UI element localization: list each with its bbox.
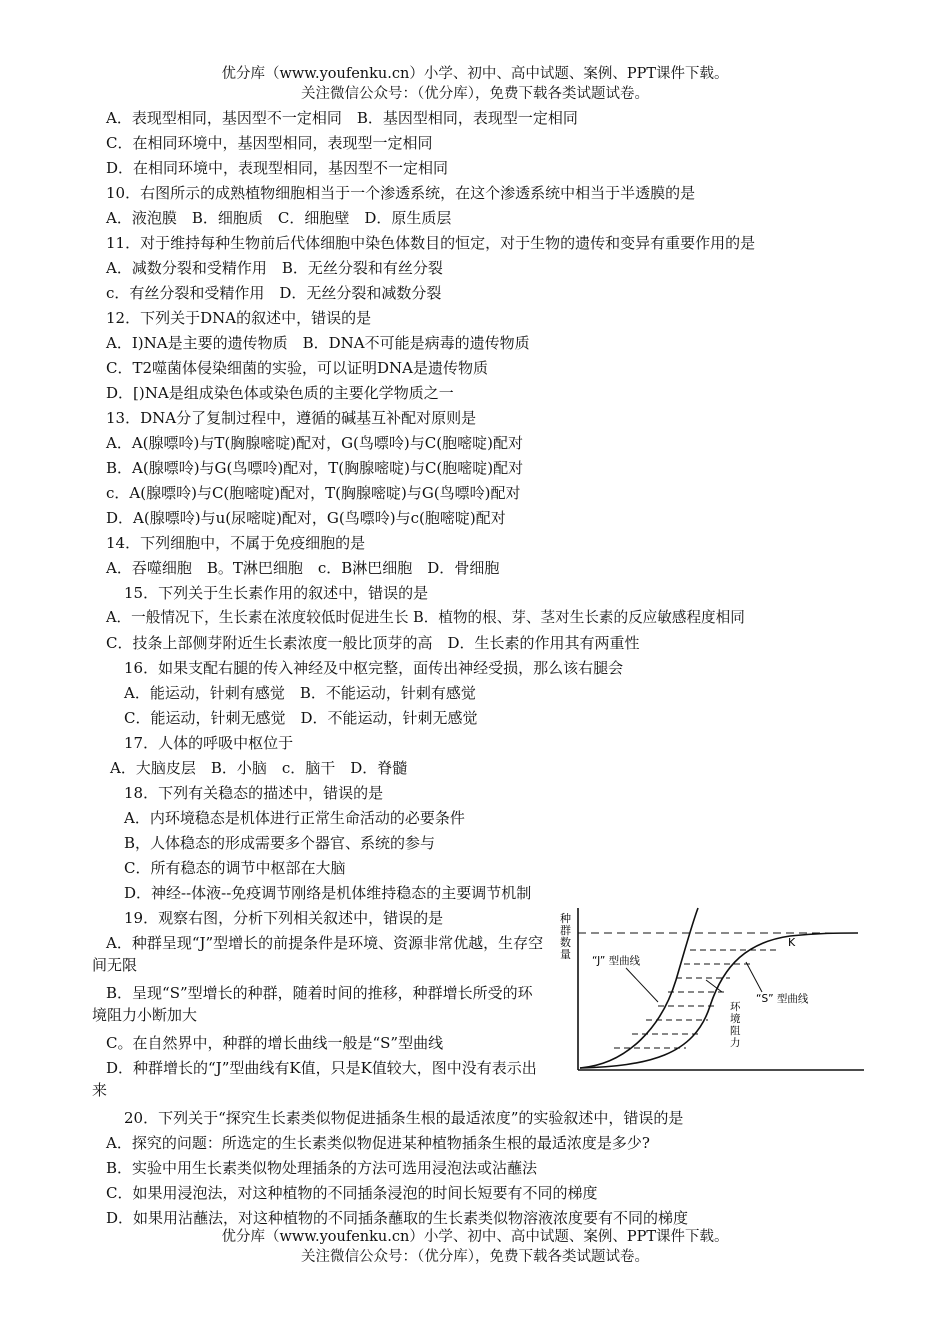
header-line-2: 关注微信公众号：（优分库），免费下载各类试题试卷。 xyxy=(301,86,649,102)
s-curve-pointer xyxy=(746,962,762,992)
q20-stem: 20．下列关于“探究生长素类似物促进插条生根的最适浓度”的实验叙述中，错误的是 xyxy=(124,1109,684,1127)
q16-option-ab: A．能运动，针刺有感觉 B．不能运动，针刺有感觉 xyxy=(124,684,476,702)
q17-options: A．大脑皮层 B．小脑 c．脑干 D．脊髓 xyxy=(110,759,408,777)
resistance-label: 环境阻力 xyxy=(730,1001,741,1049)
q17-stem: 17．人体的呼吸中枢位于 xyxy=(124,734,294,752)
q20-option-a: A．探究的问题：所选定的生长素类似物促进某种植物插条生根的最适浓度是多少? xyxy=(106,1134,650,1152)
q12-stem: 12．下列关于DNA的叙述中，错误的是 xyxy=(106,309,372,327)
q11-option-ab: A．减数分裂和受精作用 B．无丝分裂和有丝分裂 xyxy=(106,259,443,277)
j-curve xyxy=(580,908,698,1068)
q16-option-cd: C．能运动，针刺无感觉 D．不能运动，针刺无感觉 xyxy=(124,709,478,727)
y-axis-label: 种群数量 xyxy=(560,912,571,961)
q12-option-ab: A．I)NA是主要的遗传物质 B．DNA不可能是病毒的遗传物质 xyxy=(106,334,530,352)
q10-options: A．液泡膜 B．细胞质 C．细胞壁 D．原生质层 xyxy=(106,209,452,227)
q18-option-d: D．神经--体液--免疫调节刚络是机体维持稳态的主要调节机制 xyxy=(124,884,532,902)
q11-option-cd: c．有丝分裂和受精作用 D．无丝分裂和减数分裂 xyxy=(106,284,442,302)
q16-stem: 16．如果支配右腿的传入神经及中枢完整，面传出神经受损，那么该右腿会 xyxy=(124,659,624,677)
q18-option-a: A．内环境稳态是机体进行正常生命活动的必要条件 xyxy=(124,809,465,827)
q12-option-d: D．[)NA是组成染色体或染色质的主要化学物质之一 xyxy=(106,384,454,402)
q19-option-a: A．种群呈现“J”型增长的前提条件是环境、资源非常优越，生存空间无限 xyxy=(92,934,544,974)
q13-option-c: c．A(腺嘌呤)与C(胞嘧啶)配对，T(胸腺嘧啶)与G(鸟嘌呤)配对 xyxy=(106,484,521,502)
q19-option-d: D．种群增长的“J”型曲线有K值，只是K值较大，图中没有表示出来 xyxy=(92,1059,537,1099)
q11-stem: 11．对于维持每种生物前后代体细胞中染色体数目的恒定，对于生物的遗传和变异有重要作用的是 xyxy=(106,234,756,252)
footer-line-1: 优分库（www.youfenku.cn）小学、初中、高中试题、案例、PPT课件下载。 xyxy=(221,1229,729,1245)
s-curve-label: “S” 型曲线 xyxy=(756,993,809,1005)
q10-stem: 10．右图所示的成熟植物细胞相当于一个渗透系统，在这个渗透系统中相当于半透膜的是 xyxy=(106,184,696,202)
q13-option-d: D．A(腺嘌呤)与u(尿嘧啶)配对，G(鸟嘌呤)与c(胞嘧啶)配对 xyxy=(106,509,506,527)
q20-option-c: C．如果用浸泡法，对这种植物的不同插条浸泡的时间长短要有不同的梯度 xyxy=(106,1184,598,1202)
page-footer xyxy=(0,1227,950,1267)
k-label: K xyxy=(788,936,796,949)
q20-option-b: B．实验中用生长素类似物处理插条的方法可选用浸泡法或沾蘸法 xyxy=(106,1159,538,1177)
q14-options: A．吞噬细胞 B。T淋巴细胞 c．B淋巴细胞 D．骨细胞 xyxy=(106,559,500,577)
q13-stem: 13．DNA分了复制过程中，遵循的碱基互补配对原则是 xyxy=(106,409,477,427)
q15-stem: 15．下列关于生长素作用的叙述中，错误的是 xyxy=(124,584,429,602)
page-header xyxy=(0,64,950,104)
q19-stem: 19．观察右图，分析下列相关叙述中，错误的是 xyxy=(124,909,444,927)
s-curve xyxy=(580,933,858,1068)
q9-option-ab: A．表现型相同，基因型不一定相同 B．基因型相同，表现型一定相同 xyxy=(106,109,578,127)
q15-option-cd: C．技条上部侧芽附近生长素浓度一般比顶芽的高 D．生长素的作用其有两重性 xyxy=(106,634,640,652)
q9-option-c: C．在相同环境中，基因型相同，表现型一定相同 xyxy=(106,134,433,152)
q14-stem: 14．下列细胞中，不属于免疫细胞的是 xyxy=(106,534,366,552)
header-line-1: 优分库（www.youfenku.cn）小学、初中、高中试题、案例、PPT课件下载。 xyxy=(221,66,729,82)
q9-option-d: D．在相同环境中，表现型相同，基因型不一定相同 xyxy=(106,159,449,177)
q19-option-b: B．呈现“S”型增长的种群，随着时间的推移，种群增长所受的环境阻力小断加大 xyxy=(92,984,533,1024)
j-curve-pointer xyxy=(626,968,658,1002)
q18-option-b: B，人体稳态的形成需要多个器官、系统的参与 xyxy=(124,834,436,852)
q13-option-b: B．A(腺嘌呤)与G(鸟嘌呤)配对，T(胸腺嘧啶)与C(胞嘧啶)配对 xyxy=(106,459,524,477)
q18-stem: 18．下列有关稳态的描述中，错误的是 xyxy=(124,784,384,802)
q15-option-ab: A．一般情况下，生长素在浓度较低时促进生长 B．植物的根、芽、茎对生长素的反应敏感程度相同 xyxy=(106,609,745,626)
q19-option-c: C。在自然界中，种群的增长曲线一般是“S”型曲线 xyxy=(106,1034,444,1052)
footer-line-2: 关注微信公众号：（优分库），免费下载各类试题试卷。 xyxy=(301,1249,649,1265)
q20-option-d: D．如果用沾蘸法，对这种植物的不同插条蘸取的生长素类似物溶液浓度要有不同的梯度 xyxy=(106,1209,689,1227)
q18-option-c: C．所有稳态的调节中枢部在大脑 xyxy=(124,859,346,877)
j-curve-label: “J” 型曲线 xyxy=(592,955,641,967)
q13-option-a: A．A(腺嘌呤)与T(胸腺嘧啶)配对，G(鸟嘌呤)与C(胞嘧啶)配对 xyxy=(106,434,523,452)
q12-option-c: C．T2噬菌体侵染细菌的实验，可以证明DNA是遗传物质 xyxy=(106,359,489,377)
population-growth-figure xyxy=(558,906,874,1078)
